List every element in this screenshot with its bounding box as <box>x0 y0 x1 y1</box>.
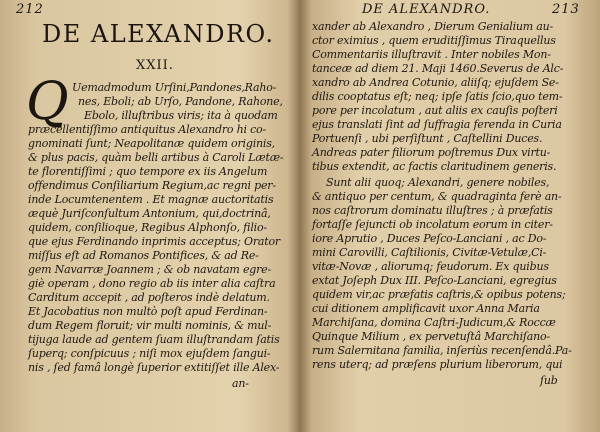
text-line: rens uterq; ad præſens plurium liberorum, qui <box>312 358 563 371</box>
text-line: & antiquo per centum, & quadraginta ferè an- <box>312 190 562 203</box>
text-line: rum Salernitana familia, inſeriùs recenſendâ.Pa- <box>312 344 572 357</box>
text-line: gnominati ſunt; Neapolitanæ quidem originis, <box>28 137 275 150</box>
text-line: nos caſtrorum dominatu illuſtres ; à præfatis <box>312 204 553 217</box>
text-line: inde Locumtenentem . Et magnæ auctoritatis <box>28 193 274 206</box>
text-line: que ejus Ferdinando inprimis acceptus; Orator <box>28 235 280 248</box>
text-line: mini Carovilli, Caſtilionis, Civitæ-Vetulæ,Ci- <box>312 246 547 259</box>
section-number: XXII. <box>136 58 174 73</box>
text-line: xander ab Alexandro , Dierum Genialium au- <box>312 20 554 33</box>
text-line: cui ditionem amplificavit uxor Anna Maria <box>312 302 540 315</box>
text-line: Andreas pater filiorum poſtremus Dux virtu- <box>312 146 551 159</box>
drop-cap: Q <box>26 72 69 132</box>
running-title-right: DE ALEXANDRO. <box>362 2 491 17</box>
page-number-left: 212 <box>16 2 44 17</box>
text-line: quidem, conſilioque, Regibus Alphonſo, filio- <box>28 221 267 234</box>
text-line: pore per incolatum , aut aliis ex cauſis poſteri <box>312 104 558 117</box>
text-line: extat Joſeph Dux III. Peſco-Lanciani, egregius <box>312 274 557 287</box>
text-line: te florentiſſimi ; quo tempore ex iis Angelum <box>28 165 268 178</box>
text-line: Uemadmodum Urſini,Pandones,Raho- <box>72 81 277 94</box>
text-line: præcellentiſſimo antiquitus Alexandro hi co- <box>28 123 266 136</box>
text-line: tijuga laude ad gentem ſuam illuſtrandam ſatis <box>28 333 280 346</box>
text-line: Ebolo, illuſtribus viris; ita à quodam <box>84 109 278 122</box>
text-line: an- <box>232 377 249 390</box>
text-line: & plus pacis, quàm belli artibus à Caroli Lætæ- <box>28 151 284 164</box>
text-line: nes, Eboli; ab Urſo, Pandone, Rahone, <box>78 95 283 108</box>
text-line: tanceæ ad diem 21. Maji 1460.Severus de Alc- <box>312 62 564 75</box>
text-line: ejus translati ſint ad ſuffragia ferenda in Curia <box>312 118 562 131</box>
text-line: dilis cooptatus eſt; neq; ipſe ſatis ſcio,quo tem- <box>312 90 563 103</box>
text-line: dum Regem floruit; vir multi nominis, & mul- <box>28 319 272 332</box>
text-line: Carditum accepit , ad poſteros indè delatum. <box>28 291 270 304</box>
text-line: Quinque Milium , ex pervetuſtâ Marchiſano- <box>312 330 550 343</box>
text-line: Portuenſi , ubi perſiſtunt , Caſtellini Duces. <box>312 132 543 145</box>
text-line: Marchiſana, domina Caſtri-Judicum,& Roccæ <box>312 316 556 329</box>
text-line: quidem vir,ac præfatis caſtris,& opibus potens; <box>312 288 566 301</box>
text-line: miſſus eſt ad Romanos Pontifices, & ad Re- <box>28 249 259 262</box>
text-line: nis , ſed famâ longè ſuperior extitiſſet ille Alex- <box>28 361 280 374</box>
text-line: ctor eximius , quem eruditiſſimus Tiraquellus <box>312 34 556 47</box>
text-line: Sunt alii quoq; Alexandri, genere nobiles, <box>326 176 550 189</box>
text-line: Et Jacobatius non multò poſt apud Ferdinan- <box>28 305 268 318</box>
page-number-right: 213 <box>552 2 580 17</box>
text-line: ſuperq; conſpicuus ; niſi mox ejuſdem ſangui- <box>28 347 271 360</box>
text-line: Commentariis illuſtravit . Inter nobiles Mon- <box>312 48 551 61</box>
left-page <box>0 0 296 432</box>
text-line: æquè Juriſconſultum Antonium, qui,doctrinâ, <box>28 207 271 220</box>
text-line: tibus extendit, ac factis claritudinem generis. <box>312 160 557 173</box>
text-line: xandro ab Andrea Cotunio, aliiſq; ejuſdem Se- <box>312 76 559 89</box>
text-line: gem Navarræ Joannem ; & ob navatam egre- <box>28 263 271 276</box>
chapter-title: DE ALEXANDRO. <box>42 20 275 48</box>
text-line: giè operam , dono regio ab iis inter alia caſtra <box>28 277 276 290</box>
text-line: offendimus Conſiliarium Regium,ac regni per- <box>28 179 276 192</box>
text-line: vitæ-Novæ , aliorumq; feudorum. Ex quibus <box>312 260 549 273</box>
text-line: iore Aprutio , Duces Peſco-Lanciani , ac Do- <box>312 232 547 245</box>
right-page <box>304 0 600 432</box>
text-line: ſub <box>540 374 558 387</box>
text-line: fortaſſe ſejuncti ob incolatum eorum in citer- <box>312 218 553 231</box>
